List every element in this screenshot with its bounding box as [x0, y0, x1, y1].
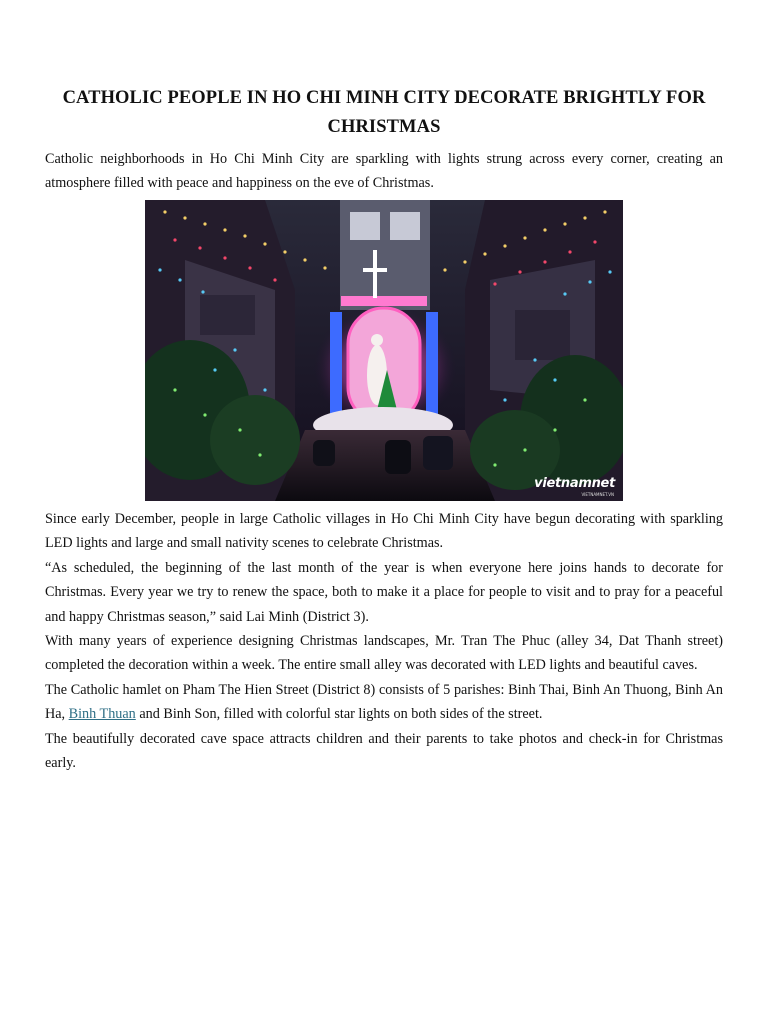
- photo-illustration: [145, 200, 623, 501]
- body-paragraph-4: [45, 678, 723, 727]
- body-paragraph-2: “As scheduled, the beginning of the last month of the year is when everyone here joins hands to decorate for Christmas. Every year we try to renew the space, both to make it a place for people to visit and to pray for a peaceful and happy Christmas season,” said Lai Minh (District 3).: [45, 559, 723, 625]
- photo-watermark: vietnamnet: [534, 476, 615, 491]
- body-paragraph-5: The beautifully decorated cave space attracts children and their parents to take photos and check-in for Christmas early.: [45, 730, 723, 772]
- article-body: [45, 507, 723, 775]
- christmas-alley-photo: [145, 200, 623, 501]
- body-paragraph-3: With many years of experience designing Christmas landscapes, Mr. Tran The Phuc (alley 34, Dat Thanh street) completed the decoration within a week. The entire small alley was decorated with LED lights and beautiful caves.: [45, 633, 723, 674]
- paragraph-4-text-after: and Binh Son, filled with colorful star lights on both sides of the street.: [135, 706, 543, 723]
- article-title: CATHOLIC PEOPLE IN HO CHI MINH CITY DECORATE BRIGHTLY FOR CHRISTMAS: [62, 88, 706, 137]
- intro-paragraph: Catholic neighborhoods in Ho Chi Minh City are sparkling with lights strung across every corner, creating an atmosphere filled with peace and happiness on the eve of Christmas.: [45, 151, 723, 192]
- photo-watermark-url: VIETNAMNET.VN: [581, 492, 614, 497]
- paragraph-4-text-before: The Catholic hamlet on Pham The Hien Street (District 8) consists of 5 parishes: Binh Thai, Binh An Thuong, Binh An Ha,: [45, 681, 723, 723]
- binh-thuan-link[interactable]: Binh Thuan: [68, 706, 136, 723]
- body-paragraph-1: Since early December, people in large Catholic villages in Ho Chi Minh City have begun decorating with sparkling LED lights and large and small nativity scenes to celebrate Christmas.: [45, 511, 723, 552]
